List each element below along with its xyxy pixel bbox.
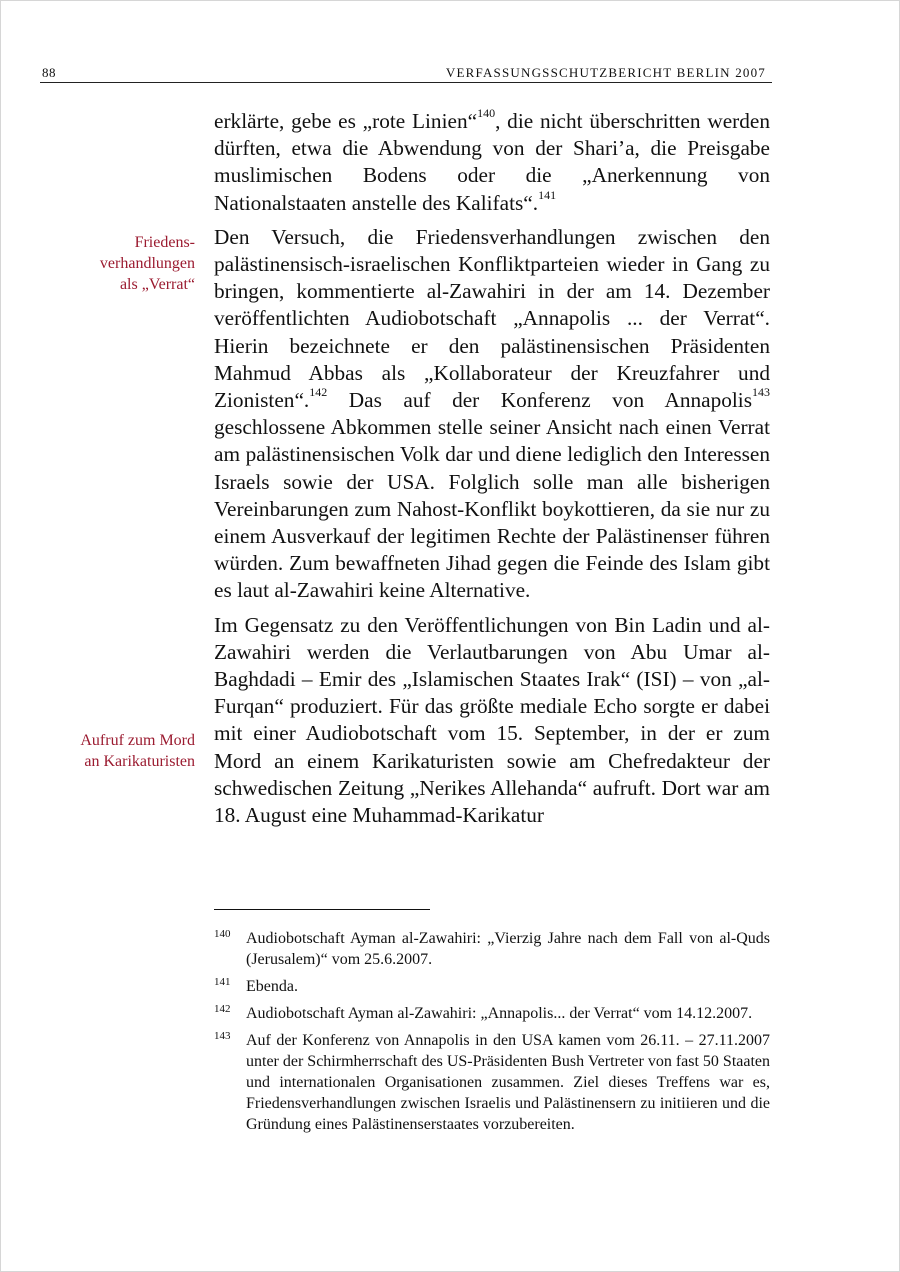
text-run: Den Versuch, die Friedensverhandlungen zwischen den palästinensisch-israelischen Konfliktparteien wieder in Gang zu bringen, kommentierte al-Zawahiri in der am 14. Dezember veröffentlichten Audiobotschaft „Annapolis ... der Verrat“. Hierin bezeichnete er den palästinensischen Präsidenten Mahmud Abbas als „Kollaborateur der Kreuzfahrer und Zionisten“. (214, 224, 770, 413)
footnote-separator (214, 909, 430, 910)
text-run: Im Gegensatz zu den Veröffentlichungen von Bin Ladin und al-Zawahiri werden die Verlautbarungen von Abu Umar al-Baghdadi – Emir des „Islamischen Staates Irak“ (ISI) – von „al-Furqan“ produziert. Für das größte mediale Echo sorgte er dabei mit einer Audiobotschaft vom 15. September, in der er zum Mord an einem Karikaturisten sowie am Chefredakteur der schwedischen Zeitung „Nerikes Allehanda“ aufruft. Dort war am 18. August eine Muhammad-Karikatur (214, 612, 770, 828)
paragraph-1 (214, 105, 770, 217)
text-run: , die nicht überschritten werden dürften, etwa die Abwendung von der Shari’a, die Preisgabe muslimischen Bodens oder die „Anerkennung von Nationalstaaten anstelle des Kalifats“. (214, 109, 770, 215)
margin-note-peace-talks (25, 232, 195, 295)
footnote-text: Audiobotschaft Ayman al-Zawahiri: „Vierzig Jahre nach dem Fall von al-Quds (Jerusalem)“ vom 25.6.2007. (246, 930, 770, 968)
margin-note-call-to-murder (25, 730, 195, 772)
footnote-text: Auf der Konferenz von Annapolis in den USA kamen vom 26.11. – 27.11.2007 unter der Schirmherrschaft des US-Präsidenten Bush Vertreter von fast 50 Staaten und internationalen Organisationen zusammen. Ziel dieses Treffens war es, Friedensverhandlungen zwischen Israelis und Palästinensern zu initiieren und die Gründung eines Palästinenserstaates vorzubereiten. (246, 1032, 771, 1133)
footnote-143 (214, 1030, 770, 1135)
margin-note-line: verhandlungen (99, 255, 195, 272)
body-text (214, 105, 770, 836)
text-run: geschlossene Abkommen stelle seiner Ansicht nach einen Verrat am palästinensischen Volk dar und diene lediglich den Interessen Israels sowie der USA. Folglich solle man alle bisherigen Vereinbarungen zum Nahost-Konflikt boykottieren, da sie nur zu einem Ausverkauf der legitimen Rechte der Palästinenser führen würden. Zum bewaffneten Jihad gegen die Feinde des Islam gibt es laut al-Zawahiri keine Alternative. (214, 415, 770, 603)
paragraph-2 (214, 224, 770, 605)
footnote-number: 140 (214, 928, 231, 940)
footnote-142 (214, 1003, 770, 1024)
footnote-ref-140[interactable]: 140 (477, 105, 496, 120)
text-run: erklärte, gebe es „rote Linien“ (214, 109, 478, 133)
text-run: Das auf der Konferenz von Annapolis (327, 388, 752, 413)
footnote-number: 141 (214, 976, 231, 988)
footnote-text: Ebenda. (246, 978, 298, 995)
footnote-number: 143 (214, 1030, 231, 1042)
margin-note-line: als „Verrat“ (119, 276, 195, 293)
footnote-141 (214, 976, 770, 997)
paragraph-3 (214, 612, 770, 830)
page-header (40, 62, 772, 83)
footnote-ref-143[interactable]: 143 (752, 384, 770, 399)
margin-note-line: Friedens- (134, 234, 195, 251)
margin-note-line: Aufruf zum Mord (80, 732, 195, 749)
running-title: VERFASSUNGSSCHUTZBERICHT BERLIN 2007 (445, 65, 766, 80)
margin-note-line: an Karikaturisten (84, 753, 195, 770)
footnote-ref-141[interactable]: 141 (538, 187, 557, 202)
footnote-number: 142 (214, 1003, 231, 1015)
footnote-text: Audiobotschaft Ayman al-Zawahiri: „Annapolis... der Verrat“ vom 14.12.2007. (246, 1005, 753, 1022)
footnote-ref-142[interactable]: 142 (309, 384, 328, 399)
page-number: 88 (42, 65, 56, 80)
footnote-140 (214, 928, 770, 970)
footnotes (214, 928, 770, 1141)
